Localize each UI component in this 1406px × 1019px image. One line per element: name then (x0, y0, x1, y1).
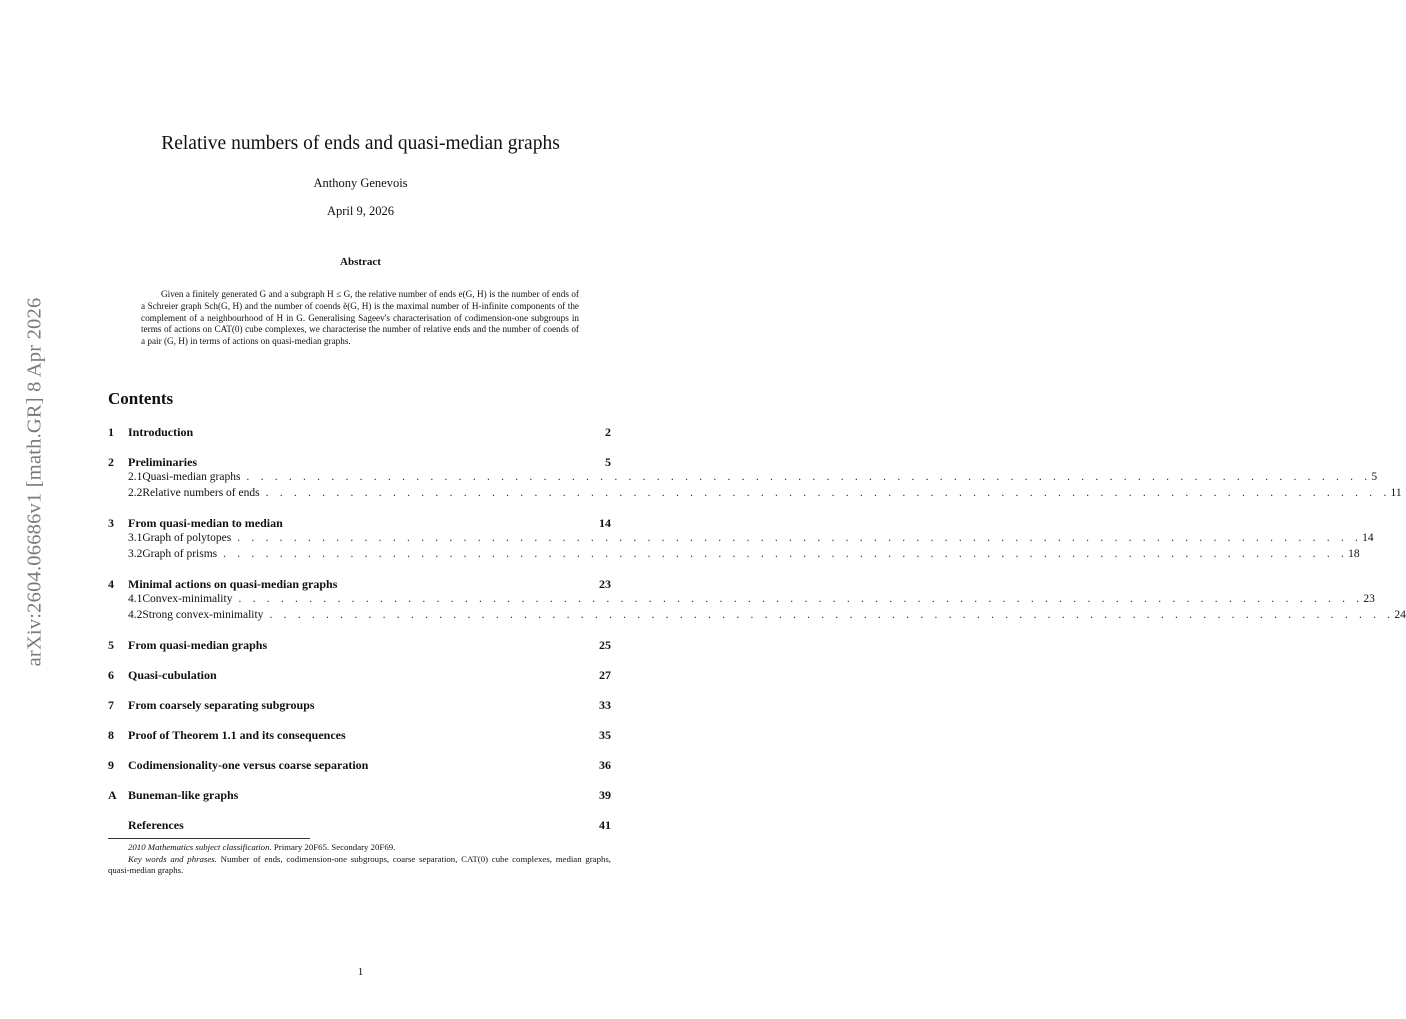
arxiv-identifier: arXiv:2604.06686v1 [math.GR] 8 Apr 2026 (23, 297, 46, 667)
toc-section-number: 5 (108, 638, 114, 652)
toc-section-page: 41 (599, 818, 611, 832)
toc-section-number: 2 (108, 455, 114, 469)
toc-section-page: 2 (605, 425, 611, 439)
keywords-label: Key words and phrases. (128, 853, 217, 864)
table-of-contents (108, 420, 1406, 833)
toc-section-entry[interactable] (108, 424, 611, 440)
toc-section-entry[interactable] (108, 727, 611, 743)
toc-section-entry[interactable] (108, 757, 611, 773)
toc-section-page: 25 (599, 638, 611, 652)
toc-section-number (108, 817, 128, 833)
footnotes (108, 842, 611, 877)
paper-date: April 9, 2026 (326, 204, 394, 218)
toc-section-title: Codimensionality-one versus coarse separation (128, 758, 369, 772)
toc-subsection-entry[interactable] (108, 608, 1406, 624)
toc-section-title: Buneman-like graphs (128, 788, 239, 802)
contents-heading: Contents (108, 389, 174, 408)
toc-section-entry[interactable] (108, 576, 611, 592)
toc-section-title: From quasi-median to median (128, 516, 283, 530)
footnote-rule (108, 838, 310, 839)
toc-section-number: A (108, 788, 117, 802)
toc-subsection-entry[interactable] (108, 470, 1378, 486)
toc-subsection-page: 23 (1363, 593, 1375, 605)
abstract-text: Given a finitely generated G and a subgraph H ≤ G, the relative number of ends e(G, H) is the number of ends of a Schreier graph Sch(G, H) and the number of coends ẽ(G, H) is the maximal number of H-infinite components of the complement of a neighbourhood of H in G. Generalising Sageev's characterisation of codimension-one subgroups in terms of actions on CAT(0) cube complexes, we characterise the number of relative ends and the number of coends of a pair (G, H) in terms of actions on quasi-median graphs. (141, 289, 579, 347)
toc-section-title: Introduction (128, 425, 194, 439)
toc-dot-leader: . . . . . . . . . . . . . . . . . . . . . . . . . . . . . . . . . . . . . . . . . . . . . . . . . . . . . . . . . . . . . . . . . . . . . . . . . . . . . . . . (238, 593, 1364, 605)
toc-subsection-title: Relative numbers of ends (142, 486, 260, 499)
toc-section-entry[interactable] (108, 667, 611, 683)
toc-section-number: 3 (108, 516, 114, 530)
toc-subsection-number: 4.2 (128, 608, 143, 621)
toc-section-number: 9 (108, 758, 114, 772)
toc-section-entry[interactable] (108, 817, 611, 833)
toc-subsection-entry[interactable] (108, 486, 1402, 502)
toc-section-page: 27 (599, 668, 611, 682)
toc-subsection-title: Quasi-median graphs (142, 471, 241, 483)
toc-section-number: 1 (108, 425, 114, 439)
toc-section-entry[interactable] (108, 454, 611, 470)
toc-section-entry[interactable] (108, 515, 611, 531)
toc-subsection-number: 3.2 (128, 547, 143, 560)
toc-section-title: From coarsely separating subgroups (128, 698, 315, 712)
toc-subsection-title: Graph of prisms (142, 547, 218, 560)
paper-title: Relative numbers of ends and quasi-median graphs (161, 133, 560, 154)
toc-section-entry[interactable] (108, 787, 611, 803)
toc-subsection-title: Convex-minimality (142, 593, 233, 605)
toc-subsection-entry[interactable] (108, 531, 1374, 547)
toc-section-number: 7 (108, 698, 114, 712)
toc-subsection-number: 3.1 (128, 532, 143, 544)
toc-subsection-number: 2.1 (128, 471, 143, 483)
toc-dot-leader: . . . . . . . . . . . . . . . . . . . . . . . . . . . . . . . . . . . . . . . . . . . . . . . . . . . . . . . . . . . . . . . . . . . . . . . . . . . . . . . . (237, 532, 1363, 544)
toc-section-entry[interactable] (108, 637, 611, 653)
toc-dot-leader: . . . . . . . . . . . . . . . . . . . . . . . . . . . . . . . . . . . . . . . . . . . . . . . . . . . . . . . . . . . . . . . . . . . . . . . . . . . . . . . . (265, 486, 1391, 499)
toc-subsection-page: 11 (1390, 486, 1402, 499)
toc-section-title: From quasi-median graphs (128, 638, 268, 652)
toc-section-page: 14 (599, 516, 611, 530)
toc-section-title: Preliminaries (128, 455, 198, 469)
toc-subsection-number: 2.2 (128, 486, 143, 499)
toc-subsection-title: Graph of polytopes (142, 532, 232, 544)
toc-section-number: 4 (108, 577, 114, 591)
toc-subsection-entry[interactable] (108, 592, 1375, 608)
toc-subsection-title: Strong convex-minimality (142, 608, 264, 621)
abstract-heading: Abstract (340, 256, 381, 268)
toc-subsection-entry[interactable] (108, 547, 1360, 563)
toc-section-number: 6 (108, 668, 114, 682)
toc-subsection-page: 18 (1348, 547, 1360, 560)
toc-section-page: 5 (605, 455, 611, 469)
page-number: 1 (357, 966, 364, 978)
msc-footnote (108, 842, 611, 854)
toc-section-page: 39 (599, 788, 611, 802)
toc-section-page: 33 (599, 698, 611, 712)
arxiv-sidebar-stamp (18, 287, 52, 677)
keywords-text: Number of ends, codimension-one subgroups, coarse separation, CAT(0) cube complexes, median graphs, quasi-median graphs. (108, 853, 612, 875)
toc-dot-leader: . . . . . . . . . . . . . . . . . . . . . . . . . . . . . . . . . . . . . . . . . . . . . . . . . . . . . . . . . . . . . . . . . . . . . . . . . . . . . . . . (223, 547, 1349, 560)
toc-section-title: Quasi-cubulation (128, 668, 217, 682)
toc-subsection-page: 5 (1371, 471, 1378, 483)
toc-section-page: 23 (599, 577, 611, 591)
toc-section-number: 8 (108, 728, 114, 742)
author-name: Anthony Genevois (313, 176, 408, 190)
toc-subsection-page: 24 (1394, 608, 1406, 621)
toc-dot-leader: . . . . . . . . . . . . . . . . . . . . . . . . . . . . . . . . . . . . . . . . . . . . . . . . . . . . . . . . . . . . . . . . . . . . . . . . . . . . . . . . (246, 471, 1372, 483)
msc-label: 2010 Mathematics subject classification. (128, 842, 272, 852)
toc-dot-leader: . . . . . . . . . . . . . . . . . . . . . . . . . . . . . . . . . . . . . . . . . . . . . . . . . . . . . . . . . . . . . . . . . . . . . . . . . . . . . . . . (269, 608, 1395, 621)
toc-section-page: 36 (599, 758, 611, 772)
toc-section-title: Minimal actions on quasi-median graphs (128, 577, 338, 591)
toc-section-title: Proof of Theorem 1.1 and its consequences (128, 728, 346, 742)
toc-section-page: 35 (599, 728, 611, 742)
msc-text: Primary 20F65. Secondary 20F69. (273, 842, 396, 852)
toc-section-entry[interactable] (108, 697, 611, 713)
toc-subsection-page: 14 (1362, 532, 1374, 544)
toc-subsection-number: 4.1 (128, 593, 143, 605)
toc-section-title: References (128, 818, 184, 832)
keywords-footnote (108, 854, 611, 877)
